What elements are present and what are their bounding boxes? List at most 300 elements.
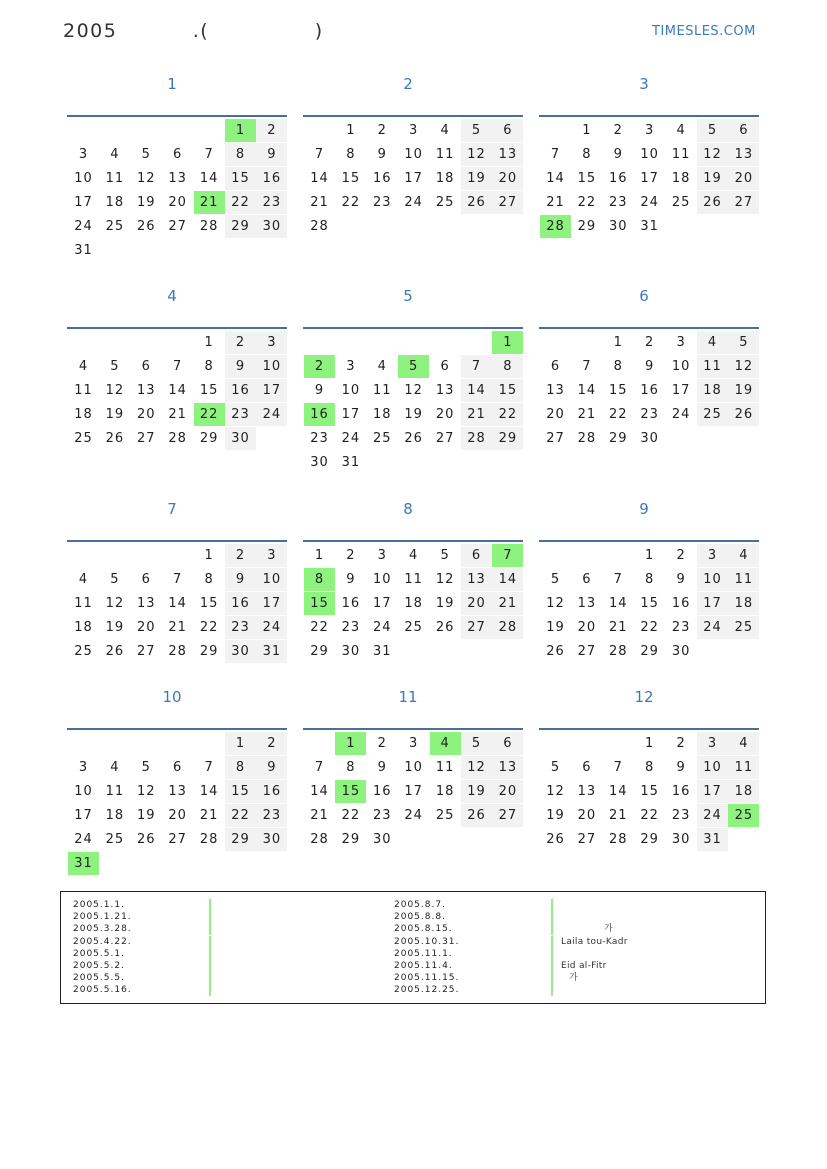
day-cell[interactable]: 1 xyxy=(204,548,214,563)
day-cell[interactable]: 22 xyxy=(225,191,256,214)
day-cell[interactable]: 23 xyxy=(256,191,287,214)
day-cell[interactable]: 10 xyxy=(640,146,659,162)
day-cell[interactable]: 22 xyxy=(640,807,659,823)
day-cell[interactable]: 11 xyxy=(373,382,392,398)
day-cell[interactable]: 19 xyxy=(546,807,565,823)
day-cell[interactable]: 24 xyxy=(256,403,287,426)
day-cell[interactable]: 25 xyxy=(728,804,759,827)
day-cell[interactable]: 21 xyxy=(492,592,523,615)
day-cell[interactable]: 8 xyxy=(225,756,256,779)
day-cell[interactable]: 29 xyxy=(225,215,256,238)
day-cell[interactable]: 1 xyxy=(645,548,655,563)
day-cell[interactable]: 4 xyxy=(440,123,450,138)
day-cell[interactable]: 22 xyxy=(225,804,256,827)
day-cell[interactable]: 9 xyxy=(377,759,387,775)
day-cell[interactable]: 20 xyxy=(137,406,156,422)
day-cell[interactable]: 3 xyxy=(78,146,89,162)
day-cell[interactable]: 2 xyxy=(304,355,335,378)
day-cell[interactable]: 9 xyxy=(256,756,287,779)
day-cell[interactable]: 23 xyxy=(225,403,256,426)
day-cell[interactable]: 5 xyxy=(550,571,561,587)
day-cell[interactable]: 1 xyxy=(225,732,256,755)
day-cell[interactable]: 9 xyxy=(225,568,256,591)
day-cell[interactable]: 14 xyxy=(577,382,597,398)
day-cell[interactable]: 21 xyxy=(461,403,492,426)
day-cell[interactable]: 14 xyxy=(199,170,219,186)
day-cell[interactable]: 19 xyxy=(435,595,455,611)
day-cell[interactable]: 28 xyxy=(540,215,571,238)
day-cell[interactable]: 5 xyxy=(141,146,151,162)
day-cell[interactable]: 15 xyxy=(492,379,523,402)
day-cell[interactable]: 28 xyxy=(310,218,329,234)
day-cell[interactable]: 18 xyxy=(404,595,423,611)
day-cell[interactable]: 14 xyxy=(168,595,187,611)
day-cell[interactable]: 24 xyxy=(404,807,423,823)
day-cell[interactable]: 4 xyxy=(728,544,759,567)
day-cell[interactable]: 21 xyxy=(310,194,329,210)
day-cell[interactable]: 23 xyxy=(373,194,392,210)
day-cell[interactable]: 4 xyxy=(430,732,461,755)
day-cell[interactable]: 14 xyxy=(461,379,492,402)
day-cell[interactable]: 26 xyxy=(404,430,423,446)
day-cell[interactable]: 23 xyxy=(671,807,691,823)
day-cell[interactable]: 28 xyxy=(310,831,329,847)
day-cell[interactable]: 5 xyxy=(728,331,759,354)
day-cell[interactable]: 3 xyxy=(256,331,287,354)
day-cell[interactable]: 23 xyxy=(310,430,329,446)
day-cell[interactable]: 14 xyxy=(609,783,628,799)
day-cell[interactable]: 13 xyxy=(492,756,523,779)
day-cell[interactable]: 20 xyxy=(168,807,187,823)
day-cell[interactable]: 6 xyxy=(582,571,592,587)
day-cell[interactable]: 15 xyxy=(341,170,361,186)
day-cell[interactable]: 21 xyxy=(609,619,628,635)
day-cell[interactable]: 26 xyxy=(461,191,492,214)
day-cell[interactable]: 8 xyxy=(613,358,623,374)
day-cell[interactable]: 1 xyxy=(204,335,214,350)
day-cell[interactable]: 16 xyxy=(256,167,287,190)
day-cell[interactable]: 27 xyxy=(168,218,187,234)
day-cell[interactable]: 6 xyxy=(492,119,523,142)
day-cell[interactable]: 11 xyxy=(404,571,423,587)
day-cell[interactable]: 22 xyxy=(341,807,361,823)
day-cell[interactable]: 19 xyxy=(137,194,156,210)
day-cell[interactable]: 23 xyxy=(341,619,361,635)
day-cell[interactable]: 20 xyxy=(492,167,523,190)
day-cell[interactable]: 18 xyxy=(74,619,93,635)
day-cell[interactable]: 9 xyxy=(225,355,256,378)
day-cell[interactable]: 11 xyxy=(697,355,728,378)
day-cell[interactable]: 24 xyxy=(256,616,287,639)
day-cell[interactable]: 2 xyxy=(377,123,387,138)
day-cell[interactable]: 13 xyxy=(461,568,492,591)
day-cell[interactable]: 12 xyxy=(728,355,759,378)
day-cell[interactable]: 5 xyxy=(141,759,151,775)
day-cell[interactable]: 22 xyxy=(609,406,628,422)
day-cell[interactable]: 14 xyxy=(492,568,523,591)
day-cell[interactable]: 13 xyxy=(492,143,523,166)
day-cell[interactable]: 26 xyxy=(546,643,565,659)
day-cell[interactable]: 12 xyxy=(137,783,156,799)
day-cell[interactable]: 14 xyxy=(609,595,628,611)
day-cell[interactable]: 17 xyxy=(671,382,691,398)
day-cell[interactable]: 7 xyxy=(492,544,523,567)
day-cell[interactable]: 16 xyxy=(373,783,392,799)
day-cell[interactable]: 29 xyxy=(609,430,628,446)
day-cell[interactable]: 16 xyxy=(609,170,628,186)
day-cell[interactable]: 23 xyxy=(640,406,659,422)
day-cell[interactable]: 10 xyxy=(697,568,728,591)
day-cell[interactable]: 27 xyxy=(492,804,523,827)
day-cell[interactable]: 3 xyxy=(697,732,728,755)
day-cell[interactable]: 17 xyxy=(640,170,659,186)
day-cell[interactable]: 1 xyxy=(582,123,592,138)
day-cell[interactable]: 27 xyxy=(492,191,523,214)
day-cell[interactable]: 15 xyxy=(609,382,628,398)
day-cell[interactable]: 29 xyxy=(310,643,329,659)
day-cell[interactable]: 26 xyxy=(461,804,492,827)
day-cell[interactable]: 16 xyxy=(341,595,361,611)
day-cell[interactable]: 20 xyxy=(577,619,597,635)
day-cell[interactable]: 12 xyxy=(461,143,492,166)
day-cell[interactable]: 28 xyxy=(199,218,219,234)
day-cell[interactable]: 1 xyxy=(346,123,356,138)
day-cell[interactable]: 5 xyxy=(110,571,120,587)
day-cell[interactable]: 5 xyxy=(398,355,429,378)
day-cell[interactable]: 27 xyxy=(168,831,187,847)
day-cell[interactable]: 15 xyxy=(577,170,597,186)
day-cell[interactable]: 6 xyxy=(728,119,759,142)
day-cell[interactable]: 12 xyxy=(105,595,125,611)
day-cell[interactable]: 30 xyxy=(341,643,361,659)
day-cell[interactable]: 7 xyxy=(173,571,183,587)
day-cell[interactable]: 1 xyxy=(225,119,256,142)
day-cell[interactable]: 7 xyxy=(314,759,325,775)
day-cell[interactable]: 9 xyxy=(346,571,356,587)
day-cell[interactable]: 3 xyxy=(676,335,686,350)
day-cell[interactable]: 26 xyxy=(137,218,156,234)
day-cell[interactable]: 24 xyxy=(373,619,392,635)
day-cell[interactable]: 29 xyxy=(640,831,659,847)
day-cell[interactable]: 18 xyxy=(74,406,93,422)
day-cell[interactable]: 17 xyxy=(697,592,728,615)
day-cell[interactable]: 24 xyxy=(74,218,93,234)
day-cell[interactable]: 3 xyxy=(377,548,387,563)
day-cell[interactable]: 24 xyxy=(404,194,423,210)
day-cell[interactable]: 30 xyxy=(310,454,329,470)
day-cell[interactable]: 9 xyxy=(676,759,686,775)
day-cell[interactable]: 2 xyxy=(613,123,623,138)
day-cell[interactable]: 31 xyxy=(256,640,287,663)
day-cell[interactable]: 27 xyxy=(546,430,565,446)
day-cell[interactable]: 28 xyxy=(609,643,628,659)
day-cell[interactable]: 6 xyxy=(440,358,450,374)
day-cell[interactable]: 26 xyxy=(728,403,759,426)
day-cell[interactable]: 20 xyxy=(577,807,597,823)
day-cell[interactable]: 18 xyxy=(105,194,125,210)
day-cell[interactable]: 3 xyxy=(645,123,655,138)
day-cell[interactable]: 1 xyxy=(645,736,655,751)
day-cell[interactable]: 23 xyxy=(225,616,256,639)
day-cell[interactable]: 13 xyxy=(168,170,187,186)
day-cell[interactable]: 12 xyxy=(461,756,492,779)
day-cell[interactable]: 27 xyxy=(577,831,597,847)
day-cell[interactable]: 12 xyxy=(105,382,125,398)
day-cell[interactable]: 10 xyxy=(74,170,93,186)
day-cell[interactable]: 24 xyxy=(74,831,93,847)
day-cell[interactable]: 15 xyxy=(640,783,659,799)
day-cell[interactable]: 10 xyxy=(697,756,728,779)
day-cell[interactable]: 20 xyxy=(461,592,492,615)
day-cell[interactable]: 19 xyxy=(728,379,759,402)
day-cell[interactable]: 11 xyxy=(435,146,455,162)
day-cell[interactable]: 23 xyxy=(373,807,392,823)
day-cell[interactable]: 25 xyxy=(373,430,392,446)
day-cell[interactable]: 19 xyxy=(105,619,125,635)
day-cell[interactable]: 22 xyxy=(310,619,329,635)
day-cell[interactable]: 24 xyxy=(697,616,728,639)
day-cell[interactable]: 4 xyxy=(78,571,89,587)
day-cell[interactable]: 26 xyxy=(137,831,156,847)
day-cell[interactable]: 4 xyxy=(377,358,387,374)
day-cell[interactable]: 19 xyxy=(404,406,423,422)
day-cell[interactable]: 28 xyxy=(168,643,187,659)
day-cell[interactable]: 13 xyxy=(137,382,156,398)
day-cell[interactable]: 24 xyxy=(671,406,691,422)
day-cell[interactable]: 28 xyxy=(199,831,219,847)
day-cell[interactable]: 31 xyxy=(373,643,392,659)
day-cell[interactable]: 7 xyxy=(204,146,214,162)
day-cell[interactable]: 20 xyxy=(728,167,759,190)
day-cell[interactable]: 7 xyxy=(613,571,623,587)
day-cell[interactable]: 20 xyxy=(492,780,523,803)
day-cell[interactable]: 9 xyxy=(645,358,655,374)
day-cell[interactable]: 16 xyxy=(373,170,392,186)
day-cell[interactable]: 1 xyxy=(314,548,325,563)
day-cell[interactable]: 16 xyxy=(671,783,691,799)
day-cell[interactable]: 1 xyxy=(613,335,623,350)
day-cell[interactable]: 19 xyxy=(137,807,156,823)
day-cell[interactable]: 8 xyxy=(225,143,256,166)
day-cell[interactable]: 8 xyxy=(304,568,335,591)
day-cell[interactable]: 15 xyxy=(640,595,659,611)
day-cell[interactable]: 30 xyxy=(671,643,691,659)
day-cell[interactable]: 9 xyxy=(676,571,686,587)
day-cell[interactable]: 6 xyxy=(173,759,183,775)
day-cell[interactable]: 7 xyxy=(613,759,623,775)
day-cell[interactable]: 10 xyxy=(341,382,361,398)
day-cell[interactable]: 12 xyxy=(404,382,423,398)
day-cell[interactable]: 13 xyxy=(546,382,565,398)
day-cell[interactable]: 17 xyxy=(256,379,287,402)
day-cell[interactable]: 13 xyxy=(728,143,759,166)
day-cell[interactable]: 15 xyxy=(225,167,256,190)
day-cell[interactable]: 25 xyxy=(697,403,728,426)
day-cell[interactable]: 17 xyxy=(373,595,392,611)
day-cell[interactable]: 9 xyxy=(256,143,287,166)
day-cell[interactable]: 21 xyxy=(310,807,329,823)
day-cell[interactable]: 21 xyxy=(577,406,597,422)
day-cell[interactable]: 27 xyxy=(728,191,759,214)
day-cell[interactable]: 10 xyxy=(74,783,93,799)
day-cell[interactable]: 17 xyxy=(341,406,361,422)
day-cell[interactable]: 2 xyxy=(225,331,256,354)
day-cell[interactable]: 16 xyxy=(304,403,335,426)
day-cell[interactable]: 3 xyxy=(409,736,419,751)
day-cell[interactable]: 12 xyxy=(546,595,565,611)
day-cell[interactable]: 26 xyxy=(105,430,125,446)
day-cell[interactable]: 8 xyxy=(204,358,214,374)
day-cell[interactable]: 15 xyxy=(199,382,219,398)
day-cell[interactable]: 25 xyxy=(105,218,125,234)
day-cell[interactable]: 4 xyxy=(409,548,419,563)
day-cell[interactable]: 9 xyxy=(377,146,387,162)
day-cell[interactable]: 3 xyxy=(409,123,419,138)
day-cell[interactable]: 10 xyxy=(373,571,392,587)
day-cell[interactable]: 12 xyxy=(137,170,156,186)
day-cell[interactable]: 19 xyxy=(546,619,565,635)
day-cell[interactable]: 31 xyxy=(697,828,728,851)
day-cell[interactable]: 5 xyxy=(110,358,120,374)
day-cell[interactable]: 6 xyxy=(550,358,561,374)
day-cell[interactable]: 29 xyxy=(492,427,523,450)
day-cell[interactable]: 7 xyxy=(582,358,592,374)
day-cell[interactable]: 3 xyxy=(346,358,356,374)
day-cell[interactable]: 25 xyxy=(671,194,691,210)
day-cell[interactable]: 1 xyxy=(335,732,366,755)
day-cell[interactable]: 4 xyxy=(110,146,120,162)
day-cell[interactable]: 29 xyxy=(341,831,361,847)
day-cell[interactable]: 3 xyxy=(697,544,728,567)
day-cell[interactable]: 29 xyxy=(577,218,597,234)
day-cell[interactable]: 7 xyxy=(550,146,561,162)
day-cell[interactable]: 8 xyxy=(492,355,523,378)
day-cell[interactable]: 6 xyxy=(141,571,151,587)
day-cell[interactable]: 18 xyxy=(105,807,125,823)
day-cell[interactable]: 17 xyxy=(697,780,728,803)
day-cell[interactable]: 30 xyxy=(225,640,256,663)
day-cell[interactable]: 29 xyxy=(199,643,219,659)
day-cell[interactable]: 6 xyxy=(492,732,523,755)
day-cell[interactable]: 14 xyxy=(310,170,329,186)
day-cell[interactable]: 21 xyxy=(546,194,565,210)
day-cell[interactable]: 23 xyxy=(671,619,691,635)
day-cell[interactable]: 25 xyxy=(74,643,93,659)
day-cell[interactable]: 3 xyxy=(78,759,89,775)
day-cell[interactable]: 25 xyxy=(105,831,125,847)
day-cell[interactable]: 11 xyxy=(435,759,455,775)
day-cell[interactable]: 8 xyxy=(204,571,214,587)
day-cell[interactable]: 11 xyxy=(671,146,691,162)
day-cell[interactable]: 2 xyxy=(346,548,356,563)
day-cell[interactable]: 27 xyxy=(461,616,492,639)
day-cell[interactable]: 25 xyxy=(435,807,455,823)
day-cell[interactable]: 26 xyxy=(435,619,455,635)
day-cell[interactable]: 29 xyxy=(640,643,659,659)
day-cell[interactable]: 16 xyxy=(225,592,256,615)
day-cell[interactable]: 18 xyxy=(435,170,455,186)
day-cell[interactable]: 27 xyxy=(435,430,455,446)
day-cell[interactable]: 25 xyxy=(74,430,93,446)
day-cell[interactable]: 17 xyxy=(404,170,423,186)
day-cell[interactable]: 7 xyxy=(314,146,325,162)
day-cell[interactable]: 5 xyxy=(697,119,728,142)
day-cell[interactable]: 11 xyxy=(105,170,125,186)
day-cell[interactable]: 5 xyxy=(550,759,561,775)
day-cell[interactable]: 16 xyxy=(640,382,659,398)
day-cell[interactable]: 24 xyxy=(640,194,659,210)
day-cell[interactable]: 22 xyxy=(341,194,361,210)
day-cell[interactable]: 25 xyxy=(435,194,455,210)
day-cell[interactable]: 7 xyxy=(173,358,183,374)
day-cell[interactable]: 5 xyxy=(461,732,492,755)
day-cell[interactable]: 31 xyxy=(341,454,361,470)
day-cell[interactable]: 30 xyxy=(256,828,287,851)
day-cell[interactable]: 29 xyxy=(225,828,256,851)
day-cell[interactable]: 8 xyxy=(346,759,356,775)
day-cell[interactable]: 10 xyxy=(404,146,423,162)
day-cell[interactable]: 9 xyxy=(314,382,325,398)
day-cell[interactable]: 30 xyxy=(640,430,659,446)
day-cell[interactable]: 2 xyxy=(645,335,655,350)
day-cell[interactable]: 4 xyxy=(78,358,89,374)
day-cell[interactable]: 11 xyxy=(74,382,93,398)
day-cell[interactable]: 6 xyxy=(141,358,151,374)
day-cell[interactable]: 18 xyxy=(671,170,691,186)
day-cell[interactable]: 4 xyxy=(676,123,686,138)
day-cell[interactable]: 26 xyxy=(697,191,728,214)
day-cell[interactable]: 30 xyxy=(373,831,392,847)
day-cell[interactable]: 16 xyxy=(671,595,691,611)
day-cell[interactable]: 21 xyxy=(609,807,628,823)
day-cell[interactable]: 10 xyxy=(404,759,423,775)
day-cell[interactable]: 19 xyxy=(105,406,125,422)
day-cell[interactable]: 30 xyxy=(225,427,256,450)
day-cell[interactable]: 12 xyxy=(435,571,455,587)
day-cell[interactable]: 8 xyxy=(645,759,655,775)
day-cell[interactable]: 18 xyxy=(697,379,728,402)
day-cell[interactable]: 22 xyxy=(640,619,659,635)
day-cell[interactable]: 2 xyxy=(225,544,256,567)
day-cell[interactable]: 28 xyxy=(168,430,187,446)
day-cell[interactable]: 19 xyxy=(697,167,728,190)
day-cell[interactable]: 13 xyxy=(577,595,597,611)
day-cell[interactable]: 7 xyxy=(461,355,492,378)
day-cell[interactable]: 21 xyxy=(194,191,225,214)
day-cell[interactable]: 20 xyxy=(168,194,187,210)
day-cell[interactable]: 28 xyxy=(461,427,492,450)
day-cell[interactable]: 15 xyxy=(199,595,219,611)
day-cell[interactable]: 11 xyxy=(728,568,759,591)
day-cell[interactable]: 19 xyxy=(461,780,492,803)
day-cell[interactable]: 2 xyxy=(676,548,686,563)
day-cell[interactable]: 10 xyxy=(671,358,691,374)
day-cell[interactable]: 13 xyxy=(137,595,156,611)
day-cell[interactable]: 30 xyxy=(256,215,287,238)
day-cell[interactable]: 1 xyxy=(492,331,523,354)
day-cell[interactable]: 11 xyxy=(728,756,759,779)
day-cell[interactable]: 12 xyxy=(546,783,565,799)
day-cell[interactable]: 4 xyxy=(728,732,759,755)
day-cell[interactable]: 14 xyxy=(199,783,219,799)
day-cell[interactable]: 2 xyxy=(676,736,686,751)
day-cell[interactable]: 20 xyxy=(435,406,455,422)
day-cell[interactable]: 2 xyxy=(256,119,287,142)
day-cell[interactable]: 30 xyxy=(671,831,691,847)
day-cell[interactable]: 17 xyxy=(74,807,93,823)
day-cell[interactable]: 23 xyxy=(609,194,628,210)
day-cell[interactable]: 30 xyxy=(609,218,628,234)
